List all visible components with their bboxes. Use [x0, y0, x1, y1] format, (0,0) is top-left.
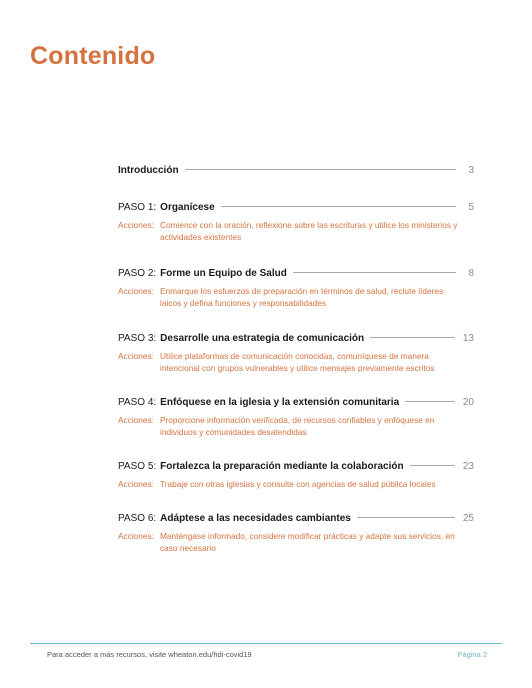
leader-line: [221, 206, 456, 207]
actions-label: Acciones:: [118, 531, 154, 541]
footer-page-number: Página 2: [457, 650, 487, 659]
toc-entry-title: Introducción: [118, 165, 179, 176]
actions-text: Manténgase informado, considere modificar prácticas y adapte sus servicios, en caso necesario: [160, 531, 455, 553]
toc-page-number: 8: [468, 268, 474, 279]
leader-line: [370, 337, 455, 338]
toc-entry-title: Organícese: [160, 202, 215, 213]
toc-step-label: PASO 2:: [118, 268, 157, 279]
toc-step-label: PASO 6:: [118, 513, 157, 524]
toc-page-number: 3: [468, 165, 474, 176]
toc-page-number: 13: [462, 333, 474, 344]
actions-label: Acciones:: [118, 479, 154, 489]
leader-line: [185, 169, 456, 170]
toc-page-number: 23: [462, 461, 474, 472]
page-title: Contenido: [30, 42, 156, 70]
toc-entry-title: Adáptese a las necesidades cambiantes: [160, 513, 351, 524]
actions-label: Acciones:: [118, 220, 154, 230]
footer-divider: [30, 643, 502, 644]
leader-line: [357, 517, 455, 518]
toc-entry-title: Fortalezca la preparación mediante la colaboración: [160, 461, 404, 472]
toc-step-label: PASO 5:: [118, 461, 157, 472]
actions-text: Comience con la oración, reflexione sobre las escrituras y utilice los ministerios y actividades existentes: [160, 220, 458, 242]
toc-entry-step-5[interactable]: [118, 461, 474, 490]
toc-entry-step-2[interactable]: [118, 268, 474, 309]
toc-entry-intro[interactable]: [118, 165, 474, 179]
actions-label: Acciones:: [118, 351, 154, 361]
actions-text: Proporcione información verificada, de recursos confiables y enfóquese en individuos y comunidades desatendidas: [160, 415, 435, 437]
toc-entry-step-3[interactable]: [118, 333, 474, 374]
actions-text: Trabaje con otras iglesias y consulte con agencias de salud pública locales: [160, 479, 436, 489]
toc-entry-step-1[interactable]: [118, 202, 474, 243]
toc-entry-step-4[interactable]: [118, 397, 474, 438]
toc-step-label: PASO 4:: [118, 397, 157, 408]
leader-line: [410, 465, 455, 466]
toc-entry-title: Enfóquese en la iglesia y la extensión comunitaria: [160, 397, 400, 408]
actions-text: Enmarque los esfuerzos de preparación en términos de salud, reclute líderes laicos y defina funciones y responsabilidades: [160, 286, 444, 308]
leader-line: [405, 401, 455, 402]
leader-line: [293, 272, 456, 273]
actions-text: Utilice plataformas de comunicación conocidas, comuníquese de manera intencional con grupos vulnerables y utilice mensajes previamente escritos: [160, 351, 435, 373]
toc-entry-title: Forme un Equipo de Salud: [160, 268, 287, 279]
footer-resources-text: Para acceder a más recursos, visite wheaton.edu/hdi-covid19: [47, 650, 252, 659]
toc-step-label: PASO 1:: [118, 202, 157, 213]
toc-entry-step-6[interactable]: [118, 513, 474, 554]
toc-entry-title: Desarrolle una estrategia de comunicación: [160, 333, 365, 344]
toc-step-label: PASO 3:: [118, 333, 157, 344]
actions-label: Acciones:: [118, 286, 154, 296]
toc-page-number: 5: [468, 202, 474, 213]
actions-label: Acciones:: [118, 415, 154, 425]
toc-page-number: 25: [462, 513, 474, 524]
toc-page-number: 20: [462, 397, 474, 408]
